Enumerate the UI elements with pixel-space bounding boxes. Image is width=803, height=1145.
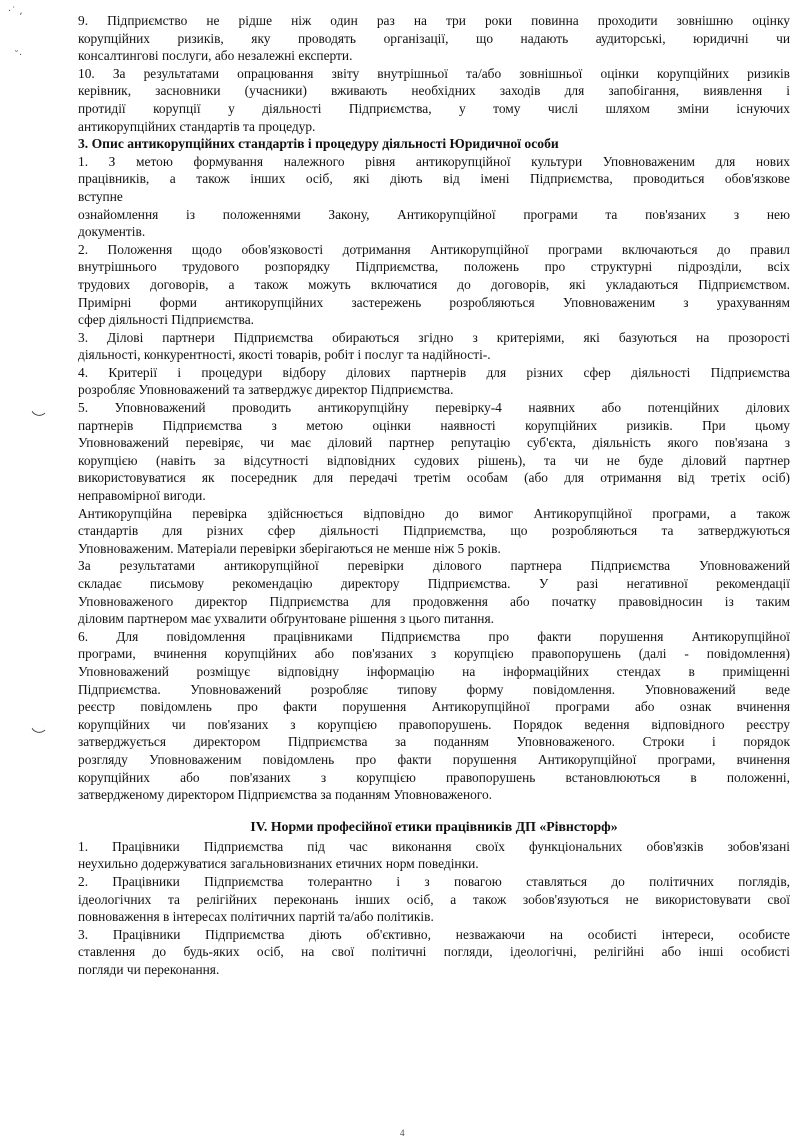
scan-specks: ˘·	[14, 50, 23, 61]
text-line: 1. З метою формування належного рівня антикорупційної культури Уповноваженим для нових	[78, 153, 790, 169]
text-line: корупцією (навіть за відсутності відповідних судових рішень), та чи не буде діловий партнер	[78, 452, 790, 468]
paragraph	[78, 65, 790, 135]
text-line: ознайомлення із положеннями Закону, Антикорупційної програми та пов'язаних з нею	[78, 206, 790, 222]
text-line: корупційних або пов'язаних з корупцією правопорушень встановлюються в положенні,	[78, 769, 790, 785]
paragraphs-chapter-4	[78, 838, 790, 979]
paragraph	[78, 153, 790, 241]
text-line: Уповноважений перевіряє, чи має діловий партнер репутацію суб'єкта, діяльність якого пов'язана з	[78, 435, 790, 451]
text-line: Уповноваженого директор Підприємства для продовження або початку правовідносин із таким	[78, 593, 790, 609]
text-line: трудових договорів, а також можуть включатися до договорів, які укладаються Підприємством.	[78, 276, 790, 292]
paragraph	[78, 329, 790, 364]
paragraph	[78, 505, 790, 558]
text-line: затвердженому директором Підприємства за поданням Уповноваженого.	[78, 787, 493, 803]
text-line: керівник, засновники (учасники) вживають необхідних заходів для запобігання, виявлення і	[78, 83, 790, 99]
text-line: протидії корупції у діяльності Підприємства, у тому числі шляхом зміни існуючих	[78, 100, 790, 116]
chapter-4-heading: IV. Норми професійної етики працівників ДП «Рівнсторф»	[250, 818, 618, 834]
margin-mark	[31, 723, 45, 736]
text-line: антикорупційних стандартів та процедур.	[78, 118, 316, 134]
paragraph	[78, 926, 790, 979]
text-line: 3. Ділові партнери Підприємства обираються згідно з критеріями, які базуються на прозорості	[78, 329, 790, 345]
paragraphs-section-3	[78, 153, 790, 804]
text-line: корупційних чи пов'язаних з корупцією правопорушень. Порядок ведення відповідного реєстру	[78, 716, 790, 732]
text-line: внутрішнього трудового розпорядку Підприємства, положень про структурні підрозділи, всіх	[78, 259, 790, 275]
margin-mark	[31, 406, 45, 419]
text-line: корупційних ризиків, яку проводять організації, що надають аудиторські, юридичні чи	[78, 30, 790, 46]
text-line: ідеологічних та релігійних переконань інших осіб, а також зобов'язуються не використовувати свої	[78, 891, 790, 907]
text-line: 6. Для повідомлення працівниками Підприємства про факти порушення Антикорупційної	[78, 628, 790, 644]
text-line: затверджується директором Підприємства за поданням Уповноваженого. Строки і порядок	[78, 734, 790, 750]
section-3-heading: 3. Опис антикорупційних стандартів і процедуру діяльності Юридичної особи	[78, 136, 559, 152]
text-line: погляди чи переконання.	[78, 961, 220, 977]
paragraph	[78, 399, 790, 505]
text-line: Уповноваженим. Матеріали перевірки зберігаються не менше ніж 5 років.	[78, 540, 501, 556]
text-line: партнерів Підприємства з метою оцінки наявності корупційних ризиків. При цьому	[78, 417, 790, 433]
paragraph	[78, 838, 790, 873]
text-line: 10. За результатами опрацювання звіту внутрішньої та/або зовнішньої оцінки корупційних ризиків	[78, 65, 790, 81]
text-line: 4. Критерії і процедури відбору ділових партнерів для різних сфер діяльності Підприємства	[78, 364, 790, 380]
text-line: використовуватися як посередник для передачі третім особам (або для отримання від третіх осіб)	[78, 470, 790, 486]
text-line: 2. Положення щодо обов'язковості дотримання Антикорупційної програми включаються до правил	[78, 241, 790, 257]
text-line: 5. Уповноважений проводить антикорупційну перевірку-4 наявних або потенційних ділових	[78, 400, 790, 416]
text-line: 9. Підприємство не рідше ніж один раз на три роки повинна проходити зовнішню оцінку	[78, 13, 790, 28]
text-line: реєстр повідомлень про факти порушення Антикорупційної програми або ознак вчинення	[78, 699, 790, 715]
text-line: ставлення до будь-яких осіб, на свої політичні погляди, ідеологічні, релігійні або інші особисті	[78, 944, 790, 960]
text-line: розробляє Уповноважений та затверджує директор Підприємства.	[78, 382, 454, 398]
text-line: 3. Працівники Підприємства діють об'єктивно, незважаючи на особисті інтереси, особисте	[78, 926, 790, 942]
text-line: За результатами антикорупційної перевірки ділового партнера Підприємства Уповноважений	[78, 558, 790, 574]
text-line: Уповноважений розміщує відповідну інформацію на інформаційних стендах в приміщенні	[78, 663, 790, 679]
text-line: Антикорупційна перевірка здійснюється відповідно до вимог Антикорупційної програми, а також	[78, 505, 790, 521]
text-line: 2. Працівники Підприємства толерантно і з повагою ставляться до політичних поглядів,	[78, 873, 790, 889]
text-line: неухильно додержуватися загальновизнаних етичних норм поведінки.	[78, 856, 479, 872]
paragraph	[78, 12, 790, 65]
text-line: розгляду Уповноваженим повідомлень про факти порушення Антикорупційної програми, вчинення	[78, 751, 790, 767]
text-line: діяльності, конкурентності, якості товарів, робіт і послуг та надійності-.	[78, 347, 491, 363]
document-page	[78, 12, 790, 978]
paragraph	[78, 873, 790, 926]
text-line: повноваження в інтересах політичних партій та/або політиків.	[78, 909, 434, 925]
text-line: неправомірної вигоди.	[78, 488, 206, 504]
page-number: 4	[400, 1128, 405, 1138]
text-line: Підприємства. Уповноважений розробляє типову форму повідомлення. Уповноважений веде	[78, 681, 790, 697]
text-line: діловим партнером має ухвалити обґрунтоване рішення з цього питання.	[78, 611, 494, 627]
text-line: програми, вчинення корупційних або пов'язаних з корупцією правопорушень (далі - повідомлення)	[78, 646, 790, 662]
text-line: складає письмову рекомендацію директору Підприємства. У разі негативної рекомендації	[78, 576, 790, 591]
text-line: стандартів для різних сфер діяльності Підприємства, що розробляються та затверджуються	[78, 523, 790, 539]
text-line: консалтингові послуги, або незалежні експерти.	[78, 48, 353, 64]
paragraphs-top	[78, 12, 790, 135]
text-line: документів.	[78, 224, 146, 240]
text-line: 1. Працівники Підприємства під час виконання своїх функціональних обов'язків зобов'язані	[78, 838, 790, 854]
paragraph	[78, 241, 790, 329]
text-line: сфер діяльності Підприємства.	[78, 312, 254, 328]
paragraph	[78, 628, 790, 804]
text-line: працівників, а також інших осіб, які діють від імені Підприємства, проводиться обов'язкове	[78, 171, 790, 187]
scan-specks: ·˙ ,	[8, 6, 23, 17]
text-line: вступне	[78, 188, 123, 204]
paragraph	[78, 557, 790, 627]
text-line: Примірні форми антикорупційних застережень розробляються Уповноваженим з урахуванням	[78, 294, 790, 310]
paragraph	[78, 364, 790, 399]
